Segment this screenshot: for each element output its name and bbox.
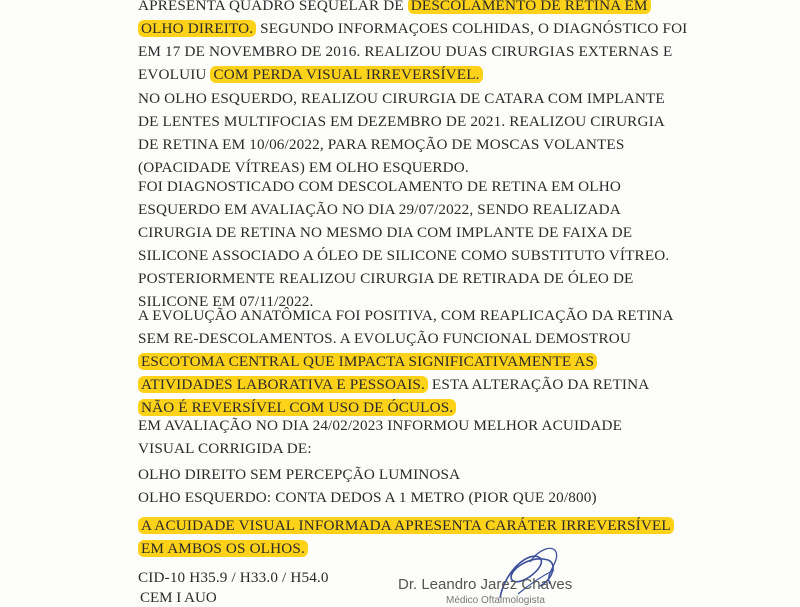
paragraph-left-eye-history bbox=[138, 87, 665, 179]
text-line: A EVOLUÇÃO ANATÔMICA FOI POSITIVA, COM REAPLICAÇÃO DA RETINA bbox=[138, 307, 674, 324]
paragraph-diagnosis-right-eye bbox=[138, 0, 687, 86]
highlighted-text: COM PERDA VISUAL IRREVERSÍVEL. bbox=[210, 66, 482, 83]
text-line: FOI DIAGNOSTICADO COM DESCOLAMENTO DE RETINA EM OLHO bbox=[138, 178, 621, 195]
text-line: NO OLHO ESQUERDO, REALIZOU CIRURGIA DE CATARA COM IMPLANTE bbox=[138, 90, 665, 107]
text-line: SEM RE-DESCOLAMENTOS. A EVOLUÇÃO FUNCIONAL DEMOSTROU bbox=[138, 330, 631, 347]
text-line bbox=[138, 373, 674, 396]
highlighted-text: ESCOTOMA CENTRAL QUE IMPACTA SIGNIFICATIVAMENTE AS bbox=[138, 353, 597, 370]
text-line: SILICONE EM 07/11/2022. bbox=[138, 293, 314, 310]
paragraph-evaluation bbox=[138, 414, 622, 460]
highlighted-text: ATIVIDADES LABORATIVA E PESSOAIS. bbox=[138, 376, 428, 393]
cid-codes bbox=[138, 566, 329, 589]
text-line: CIRURGIA DE RETINA NO MESMO DIA COM IMPLANTE DE FAIXA DE bbox=[138, 224, 633, 241]
text-line bbox=[138, 63, 687, 86]
text-line: EM AVALIAÇÃO NO DIA 24/02/2023 INFORMOU MELHOR ACUIDADE bbox=[138, 417, 623, 434]
text-span: EVOLUIU bbox=[138, 66, 211, 83]
text-line: OLHO DIREITO SEM PERCEPÇÃO LUMINOSA bbox=[138, 466, 461, 483]
signature-stamp bbox=[380, 540, 610, 606]
text-line bbox=[138, 350, 674, 373]
paragraph-evolution bbox=[138, 304, 674, 419]
text-line: (OPACIDADE VÍTREAS) EM OLHO ESQUERDO. bbox=[138, 159, 469, 176]
highlighted-text: EM AMBOS OS OLHOS. bbox=[138, 540, 308, 557]
highlighted-text: DESCOLAMENTO DE RETINA EM bbox=[408, 0, 651, 14]
doctor-title: Médico Oftalmologista bbox=[446, 595, 545, 606]
text-span: SEGUNDO INFORMAÇOES COLHIDAS, O DIAGNÓSTICO FOI bbox=[256, 20, 688, 37]
text-span: ESTA ALTERAÇÃO DA RETINA bbox=[427, 376, 650, 393]
text-line: DE LENTES MULTIFOCIAS EM DEZEMBRO DE 2021. REALIZOU CIRURGIA bbox=[138, 113, 665, 130]
doctor-name: Dr. Leandro Jarez Chaves bbox=[398, 576, 573, 593]
text-line bbox=[138, 514, 674, 537]
highlighted-text: OLHO DIREITO. bbox=[138, 20, 256, 37]
text-span: APRESENTA QUADRO SEQUELAR DE bbox=[138, 0, 408, 14]
text-line: EM 17 DE NOVEMBRO DE 2016. REALIZOU DUAS CIRURGIAS EXTERNAS E bbox=[138, 43, 673, 60]
text-line: CID-10 H35.9 / H33.0 / H54.0 bbox=[138, 569, 329, 586]
text-line: OLHO ESQUERDO: CONTA DEDOS A 1 METRO (PIOR QUE 20/800) bbox=[138, 489, 597, 506]
text-line: SILICONE ASSOCIADO A ÓLEO DE SILICONE COMO SUBSTITUTO VÍTREO. bbox=[138, 247, 670, 264]
text-line: VISUAL CORRIGIDA DE: bbox=[138, 440, 312, 457]
cut-off-text: CEM I AUO bbox=[140, 590, 217, 606]
paragraph-left-eye-detachment bbox=[138, 175, 669, 313]
text-line: POSTERIORMENTE REALIZOU CIRURGIA DE RETIRADA DE ÓLEO DE bbox=[138, 270, 634, 287]
highlighted-text: NÃO É REVERSÍVEL COM USO DE ÓCULOS. bbox=[138, 399, 456, 416]
text-line: ESQUERDO EM AVALIAÇÃO NO DIA 29/07/2022, SENDO REALIZADA bbox=[138, 201, 621, 218]
paragraph-visual-acuity bbox=[138, 463, 597, 509]
text-line bbox=[138, 17, 687, 40]
highlighted-text: A ACUIDADE VISUAL INFORMADA APRESENTA CARÁTER IRREVERSÍVEL bbox=[138, 517, 674, 534]
text-line bbox=[138, 0, 687, 17]
text-line: DE RETINA EM 10/06/2022, PARA REMOÇÃO DE MOSCAS VOLANTES bbox=[138, 136, 625, 153]
